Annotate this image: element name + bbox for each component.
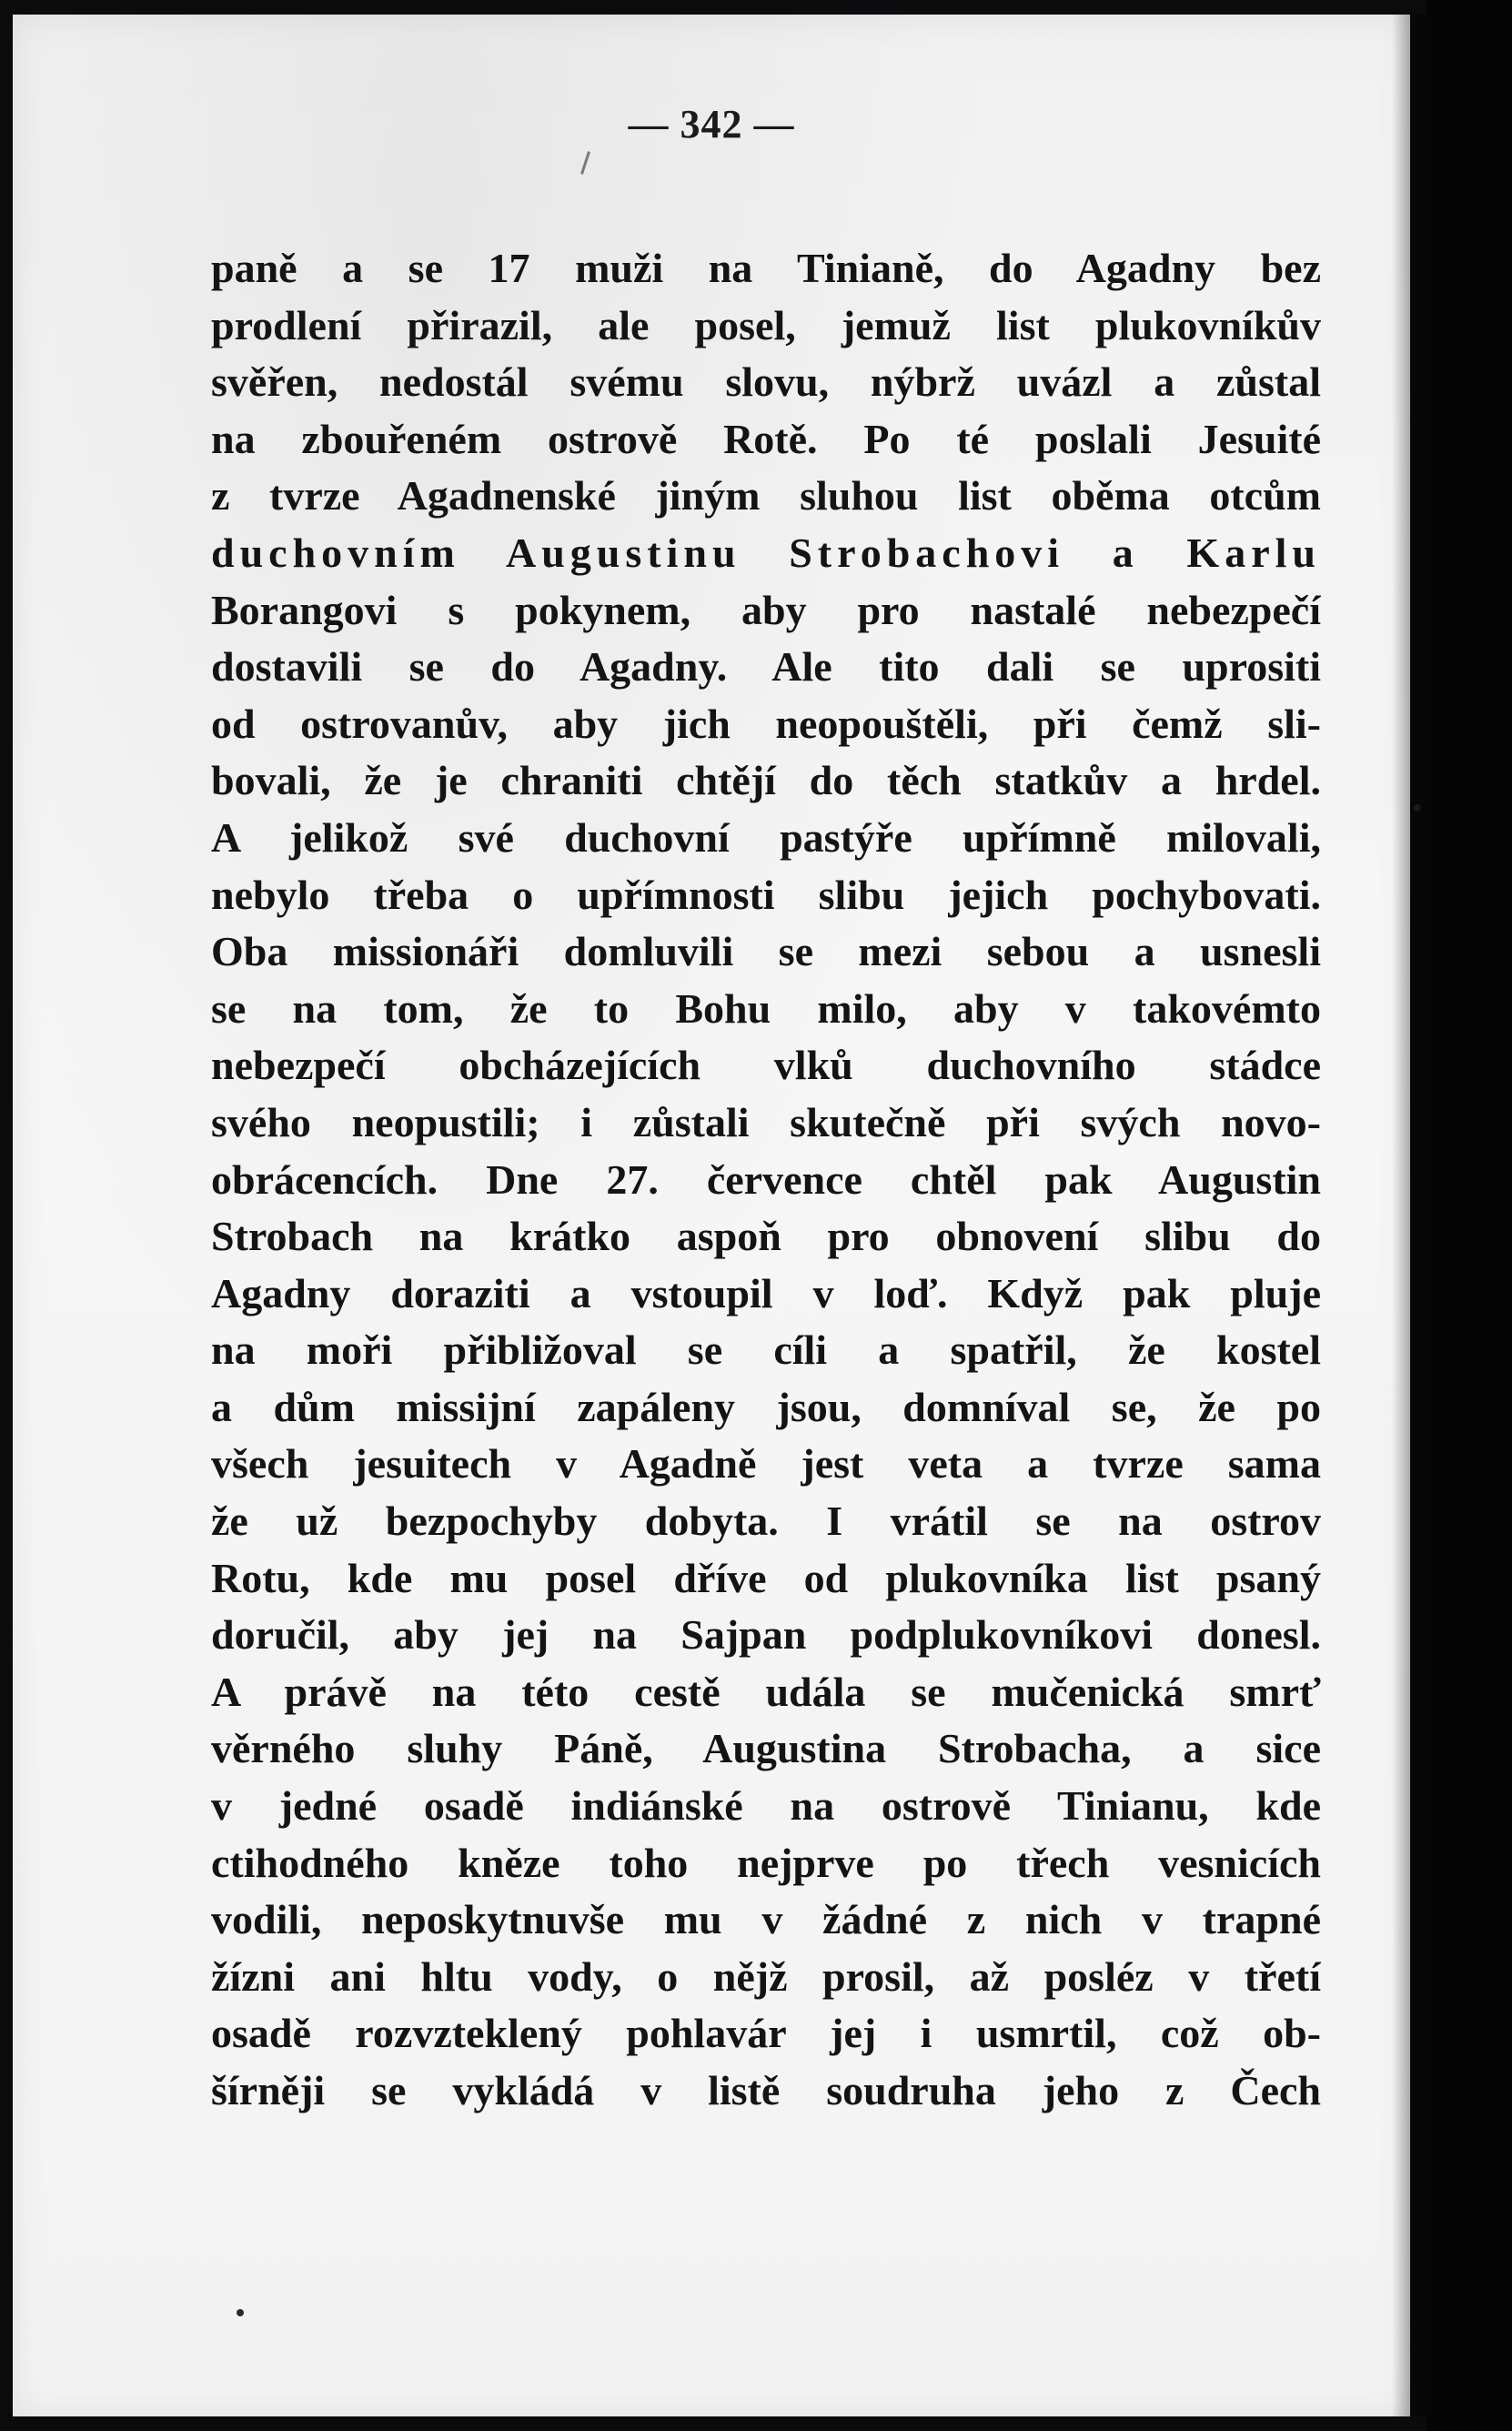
text-line: a dům missijní zapáleny jsou, domníval se, že po <box>211 1383 1321 1430</box>
text-line: Oba missionáři domluvili se mezi sebou a usnesli <box>211 928 1321 975</box>
text-line: žízni ani hltu vody, o nějž prosil, až posléz v třetí <box>211 1952 1321 2000</box>
text-line: dostavili se do Agadny. Ale tito dali se uprositi <box>211 643 1321 691</box>
text-line: duchovním Augustinu Strobachovi a Karlu <box>211 529 1321 576</box>
text-line: se na tom, že to Bohu milo, aby v takovémto <box>211 984 1321 1032</box>
text-line: nebezpečí obcházejících vlků duchovního stádce <box>211 1042 1321 1089</box>
scan-mark <box>580 151 590 175</box>
text-line: prodlení přirazil, ale posel, jemuž list plukovníkův <box>211 301 1321 348</box>
text-line: šírněji se vykládá v listě soudruha jeho z Čech <box>211 2067 1321 2113</box>
text-line: svěřen, nedostál svému slovu, nýbrž uvázl a zůstal <box>211 358 1321 406</box>
text-line: od ostrovanův, aby jich neopouštěli, při čemž sli- <box>211 700 1321 747</box>
text-line: že už bezpochyby dobyta. I vrátil se na ostrov <box>211 1498 1321 1545</box>
body-text <box>211 240 1321 2120</box>
text-line: Borangovi s pokynem, aby pro nastalé nebezpečí <box>211 586 1321 633</box>
text-line: ctihodného kněze toho nejprve po třech vesnicích <box>211 1839 1321 1886</box>
text-line: Agadny doraziti a vstoupil v loď. Když pak pluje <box>211 1269 1321 1316</box>
text-line: svého neopustili; i zůstali skutečně při svých novo- <box>211 1098 1321 1145</box>
text-line: paně a se 17 muži na Tinianě, do Agadny bez <box>211 245 1321 291</box>
text-line: obrácencích. Dne 27. července chtěl pak Augustin <box>211 1155 1321 1203</box>
text-line: věrného sluhy Páně, Augustina Strobacha, a sice <box>211 1725 1321 1772</box>
page-edge-shadow <box>1392 15 1428 2416</box>
page-number: — 342 — <box>628 102 795 146</box>
text-line: na moři přibližoval se cíli a spatřil, že kostel <box>211 1326 1321 1374</box>
text-line: nebylo třeba o upřímnosti slibu jejich pochybovati. <box>211 871 1321 918</box>
text-line: na zbouřeném ostrově Rotě. Po té poslali Jesuité <box>211 415 1321 462</box>
text-line: Rotu, kde mu posel dříve od plukovníka list psaný <box>211 1554 1321 1601</box>
book-page <box>13 15 1410 2416</box>
text-line: vodili, neposkytnuvše mu v žádné z nich v trapné <box>211 1896 1321 1943</box>
text-line: Strobach na krátko aspoň pro obnovení slibu do <box>211 1213 1321 1260</box>
text-line: všech jesuitech v Agadně jest veta a tvrze sama <box>211 1440 1321 1488</box>
scan-speck <box>237 2309 244 2316</box>
scanner-background <box>1426 0 1512 2431</box>
text-line: bovali, že je chraniti chtějí do těch statkův a hrdel. <box>211 757 1321 804</box>
text-line: osadě rozvzteklený pohlavár jej i usmrtil, což ob- <box>211 2010 1321 2057</box>
text-line: z tvrze Agadnenské jiným sluhou list oběma otcům <box>211 472 1321 519</box>
text-line: A právě na této cestě udála se mučenická smrť <box>211 1668 1321 1715</box>
text-line: A jelikož své duchovní pastýře upřímně milovali, <box>211 813 1321 861</box>
text-line: v jedné osadě indiánské na ostrově Tinianu, kde <box>211 1782 1321 1830</box>
text-line: doručil, aby jej na Sajpan podplukovníkovi donesl. <box>211 1611 1321 1659</box>
